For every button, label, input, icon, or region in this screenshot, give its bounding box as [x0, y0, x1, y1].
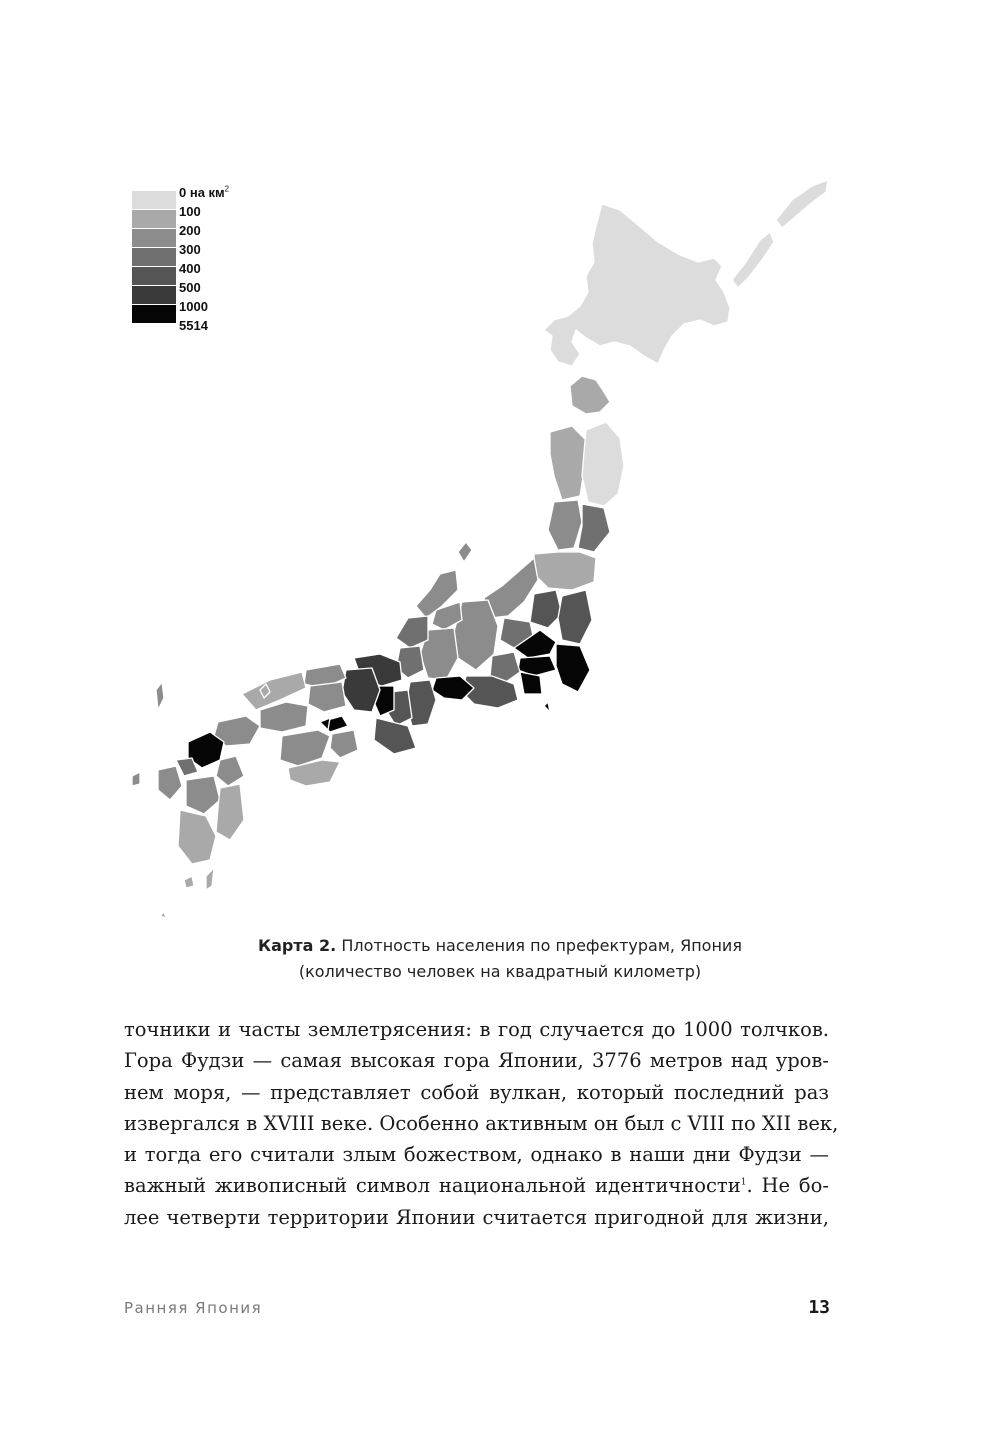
map-region-oita — [216, 756, 244, 786]
body-line: и тогда его считали злым божеством, однако в наши дни Фудзи — — [124, 1143, 829, 1167]
map-island-sado — [458, 542, 472, 562]
legend-label: 100 — [179, 204, 201, 219]
map-region-miyazaki — [216, 784, 244, 840]
body-line: лее четверти территории Японии считается пригодной для жизни, — [124, 1205, 829, 1229]
map-region-kagoshima — [178, 810, 216, 864]
map-island-awaji — [320, 718, 330, 730]
footnote-ref: 1 — [740, 1177, 747, 1188]
map-region-hiroshima — [260, 702, 308, 732]
body-line: нем моря, — представляет собой вулкан, который последний раз — [124, 1080, 829, 1104]
map-region-wakayama — [374, 718, 416, 754]
legend-swatch — [132, 190, 176, 209]
caption-prefix: Карта 2. — [258, 936, 337, 955]
caption-title: Плотность населения по префектурам, Япония — [341, 936, 742, 955]
map-island-izu — [544, 702, 550, 712]
legend-swatch — [132, 228, 176, 247]
map-island-north-1 — [732, 232, 774, 288]
body-line: точники и часты землетрясения: в год случается до 1000 толчков. — [124, 1018, 829, 1041]
legend-swatch — [132, 285, 176, 304]
map-caption-line2: (количество человек на квадратный километр) — [298, 962, 702, 981]
body-line-with-footnote: важный живописный символ национальной идентичности$^1$. Не бо- — [124, 1174, 829, 1198]
legend-label: 300 — [179, 242, 201, 257]
map-region-iwate — [582, 422, 624, 506]
legend-swatch — [132, 304, 176, 323]
map-island-yakushima — [184, 876, 194, 888]
map-region-hokkaido — [544, 204, 730, 366]
legend-swatch — [132, 209, 176, 228]
map-region-miyagi — [578, 504, 610, 552]
legend-label: 200 — [179, 223, 201, 238]
map-legend — [132, 184, 262, 333]
map-region-hyogo — [342, 668, 380, 712]
map-region-nagasaki — [158, 766, 182, 800]
legend-label: 1000 — [179, 299, 208, 314]
map-region-ibaraki — [558, 590, 592, 644]
map-island-north-2 — [776, 180, 828, 228]
map-region-tokushima — [330, 730, 358, 758]
map-region-kanagawa — [520, 672, 542, 694]
map-region-akita — [550, 426, 586, 500]
map-region-aomori — [570, 376, 610, 414]
map-island-tsushima — [156, 682, 164, 710]
map-caption-line1 — [0, 936, 1000, 955]
map-island-tanegashima — [206, 868, 214, 890]
map-region-chiba — [556, 644, 590, 692]
map-region-tochigi — [530, 590, 562, 628]
body-line: Гора Фудзи — самая высокая гора Японии, 3776 метров над уров- — [124, 1049, 829, 1073]
body-line: извергался в XVIII веке. Особенно активным он был с VIII по XII век, — [124, 1111, 839, 1135]
legend-swatch — [132, 247, 176, 266]
map-island-goto — [132, 772, 140, 786]
map-region-yamagata — [548, 500, 582, 550]
legend-label: 5514 — [179, 318, 208, 333]
running-head: Ранняя Япония — [124, 1299, 263, 1317]
map-region-fukushima — [534, 552, 596, 590]
map-region-okayama — [308, 682, 346, 712]
page-number: 13 — [808, 1297, 830, 1318]
legend-swatch — [132, 266, 176, 285]
legend-label: 0 на $км^2$ — [179, 184, 230, 200]
legend-label: 500 — [179, 280, 201, 295]
map-island-dot-1 — [160, 912, 166, 918]
legend-label: 400 — [179, 261, 201, 276]
body-paragraph — [124, 1014, 839, 1233]
map-region-kumamoto — [186, 776, 220, 814]
